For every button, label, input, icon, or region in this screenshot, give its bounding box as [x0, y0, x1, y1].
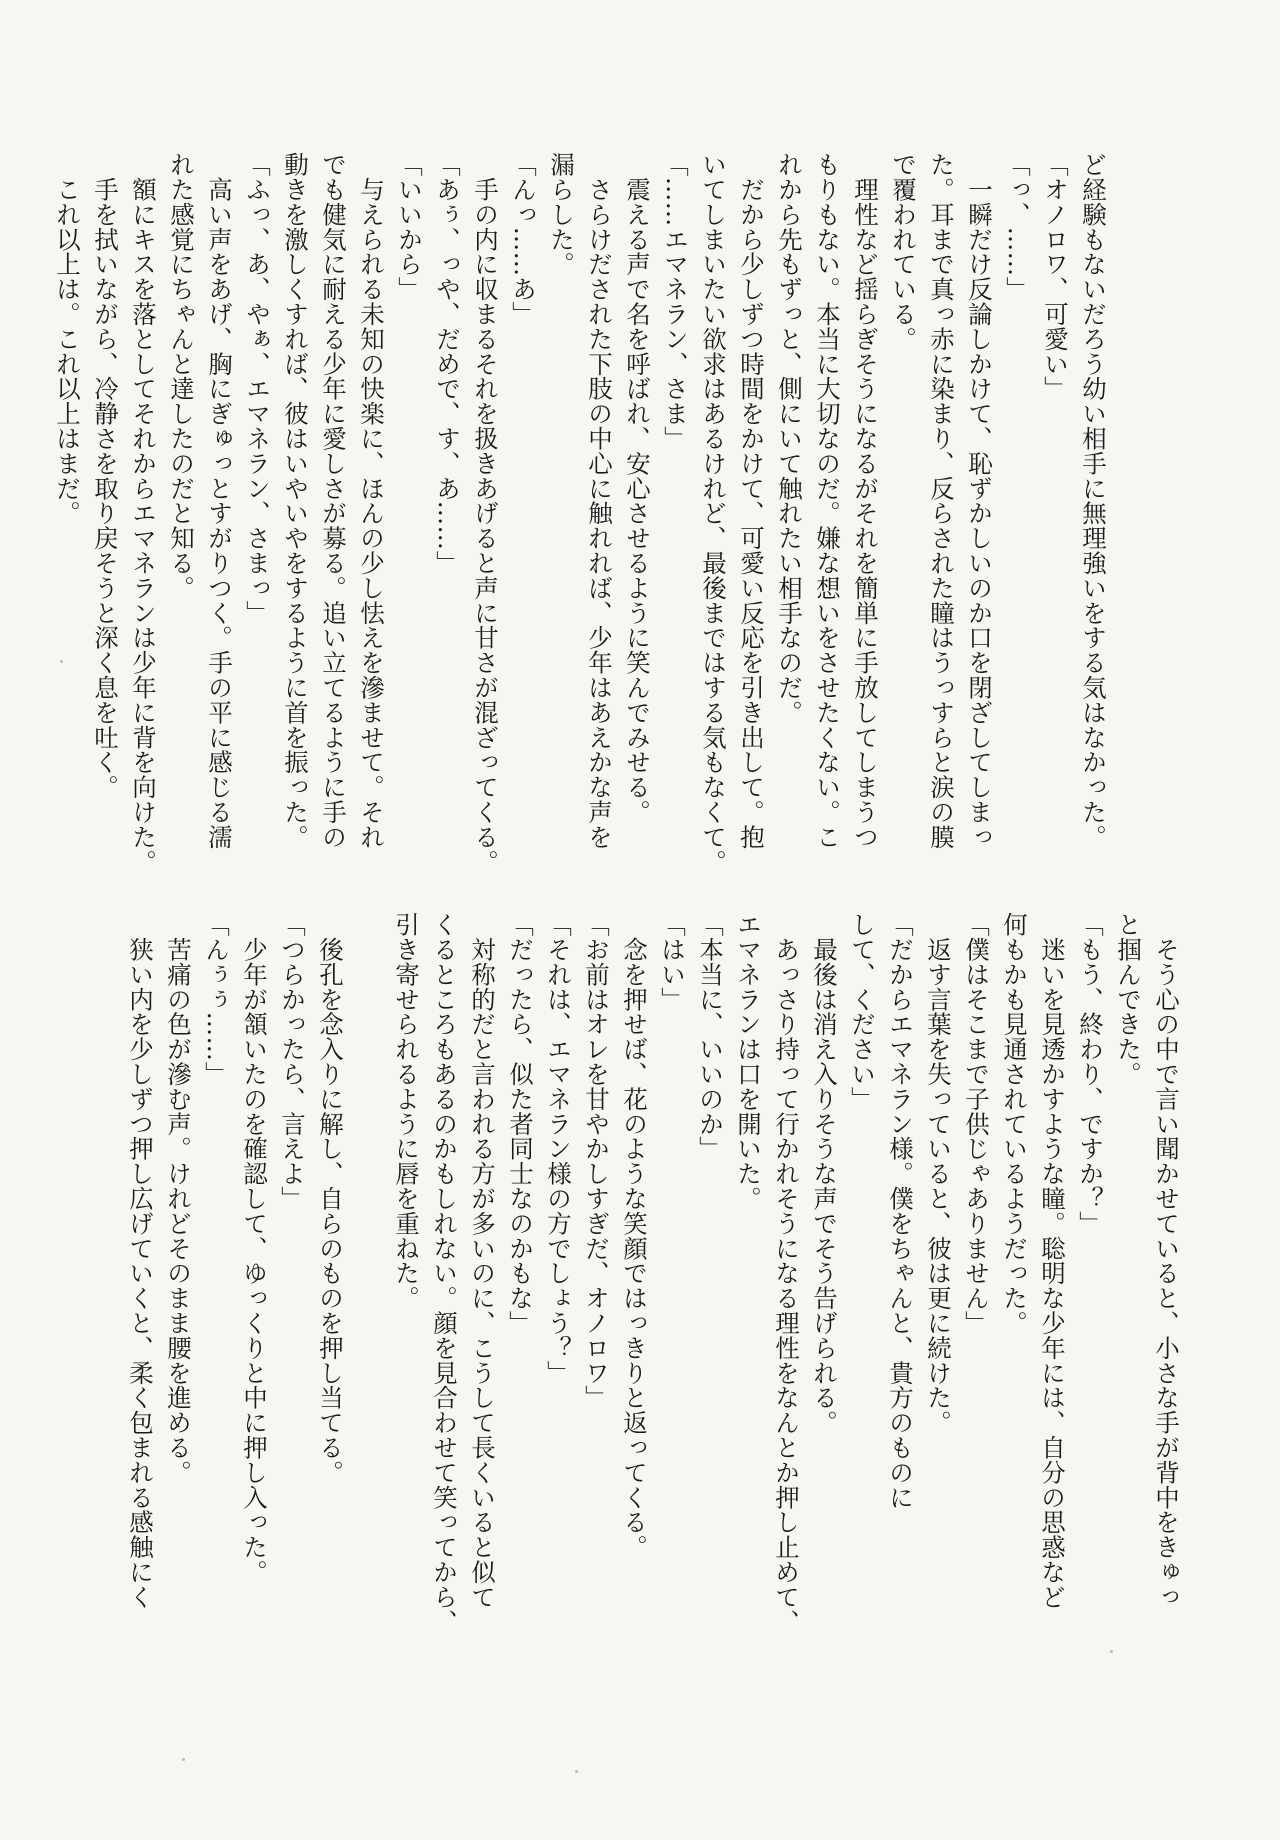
text-line: 手の内に収まるそれを扱きあげると声に甘さが混ざってくる。 [471, 152, 500, 875]
text-line: 「だからエマネラン様。僕をちゃんと、貴方のものに [886, 912, 915, 1510]
text-line: エマネランは口を開いた。 [734, 912, 763, 1211]
text-line: して、ください」 [848, 912, 877, 1112]
text-line: 「お前はオレを甘やかしすぎだ、オノロワ」 [582, 912, 611, 1410]
scan-speck [575, 1770, 578, 1773]
text-line: た。耳まで真っ赤に染まり、反らされた瞳はうっすらと涙の膜 [927, 152, 956, 850]
text-line: 「それは、エマネラン様の方でしょう？」 [544, 912, 573, 1386]
text-line: 「オノロワ、可愛い」 [1041, 152, 1070, 401]
scan-speck [182, 1758, 185, 1761]
text-line: 念を押せば、花のような笑顔ではっきりと返ってくる。 [620, 912, 649, 1560]
text-line: 与えられる未知の快楽に、ほんの少し怯えを滲ませて。それ [357, 152, 386, 850]
text-line: 対称的だと言われる方が多いのに、こうして長くいると似て [468, 912, 497, 1610]
text-line: 後孔を念入りに解し、自らのものを押し当てる。 [316, 912, 345, 1485]
text-line: れた感覚にちゃんと達したのだと知る。 [167, 152, 196, 601]
text-line: 迷いを見透かすような瞳。聡明な少年には、自分の思惑など [1038, 912, 1067, 1610]
text-line: さらけだされた下肢の中心に触れれば、少年はあえかな声を [585, 152, 614, 850]
text-line: 「っ、……」 [1003, 152, 1032, 302]
scan-speck [1110, 1650, 1113, 1653]
text-line: これ以上は。これ以上はまだ。 [53, 152, 82, 526]
text-line: で覆われている。 [889, 152, 918, 352]
text-line: 「もう、終わり、ですか？」 [1076, 912, 1105, 1236]
text-line: 「……エマネラン、さま」 [661, 152, 690, 451]
text-line: 高い声をあげ、胸にぎゅっとすがりつく。手の平に感じる濡 [205, 152, 234, 850]
text-line: 狭い内を少しずつ押し広げていくと、柔く包まれる感触にく [126, 912, 155, 1610]
text-line: でも健気に耐える少年に愛しさが募る。追い立てるように手の [319, 152, 348, 850]
text-line: 少年が頷いたのを確認して、ゆっくりと中に押し入った。 [240, 912, 269, 1585]
text-line: 理性など揺らぎそうになるがそれを簡単に手放してしまうつ [851, 152, 880, 850]
text-line: 漏らした。 [547, 152, 576, 277]
scan-speck [60, 660, 63, 663]
text-line: ど経験もないだろう幼い相手に無理強いをする気はなかった。 [1079, 152, 1108, 850]
text-line: 返す言葉を失っていると、彼は更に続けた。 [924, 912, 953, 1435]
text-block-lower [121, 912, 1185, 1635]
text-line: 「だったら、似た者同士なのかもな」 [506, 912, 535, 1336]
text-line: 一瞬だけ反論しかけて、恥ずかしいのか口を閉ざしてしまっ [965, 152, 994, 850]
text-line: そう心の中で言い聞かせていると、小さな手が背中をきゅっ [1152, 912, 1181, 1610]
text-line: れから先もずっと、側にいて触れたい相手なのだ。 [775, 152, 804, 725]
text-line: 「僕はそこまで子供じゃありません」 [962, 912, 991, 1336]
text-line: 「本当に、いいのか」 [696, 912, 725, 1161]
text-line: もりもない。本当に大切なのだ。嫌な想いをさせたくない。こ [813, 152, 842, 850]
text-line: だから少しずつ時間をかけて、可愛い反応を引き出して。抱 [737, 152, 766, 850]
text-line: いてしまいたい欲求はあるけれど、最後まではする気もなくて。 [699, 152, 728, 875]
text-line: 「んぅぅ……」 [202, 912, 231, 1087]
text-line: 手を拭いながら、冷静さを取り戻そうと深く息を吐く。 [91, 152, 120, 800]
text-line: 動きを激しくすれば、彼はいやいやをするように首を振った。 [281, 152, 310, 850]
text-line: 引き寄せられるように唇を重ねた。 [392, 912, 421, 1311]
text-line: 何もかも見通されているようだった。 [1000, 912, 1029, 1336]
text-line: 震える声で名を呼ばれ、安心させるように笑んでみせる。 [623, 152, 652, 825]
text-line: 「あぅ、っや、だめで、す、あ……」 [433, 152, 462, 576]
text-line: 「いいから」 [395, 152, 424, 302]
text-line: 額にキスを落としてそれからエマネランは少年に背を向けた。 [129, 152, 158, 875]
text-line [349, 912, 387, 1612]
text-line: と掴んできた。 [1114, 912, 1143, 1087]
text-line: 苦痛の色が滲む声。けれどそのまま腰を進める。 [164, 912, 193, 1485]
text-line: 最後は消え入りそうな声でそう告げられる。 [810, 912, 839, 1435]
text-line: あっさり持って行かれそうになる理性をなんとか押し止めて、 [772, 912, 801, 1635]
text-block-upper [48, 152, 1112, 875]
text-line: 「ふっ、あ、やぁ、エマネラン、さまっ」 [243, 152, 272, 626]
text-line: 「つらかったら、言えよ」 [278, 912, 307, 1211]
text-line: 「んっ……あ」 [509, 152, 538, 327]
text-line: 「はい」 [658, 912, 687, 1012]
text-line: くるところもあるのかもしれない。顔を見合わせて笑ってから、 [430, 912, 459, 1635]
